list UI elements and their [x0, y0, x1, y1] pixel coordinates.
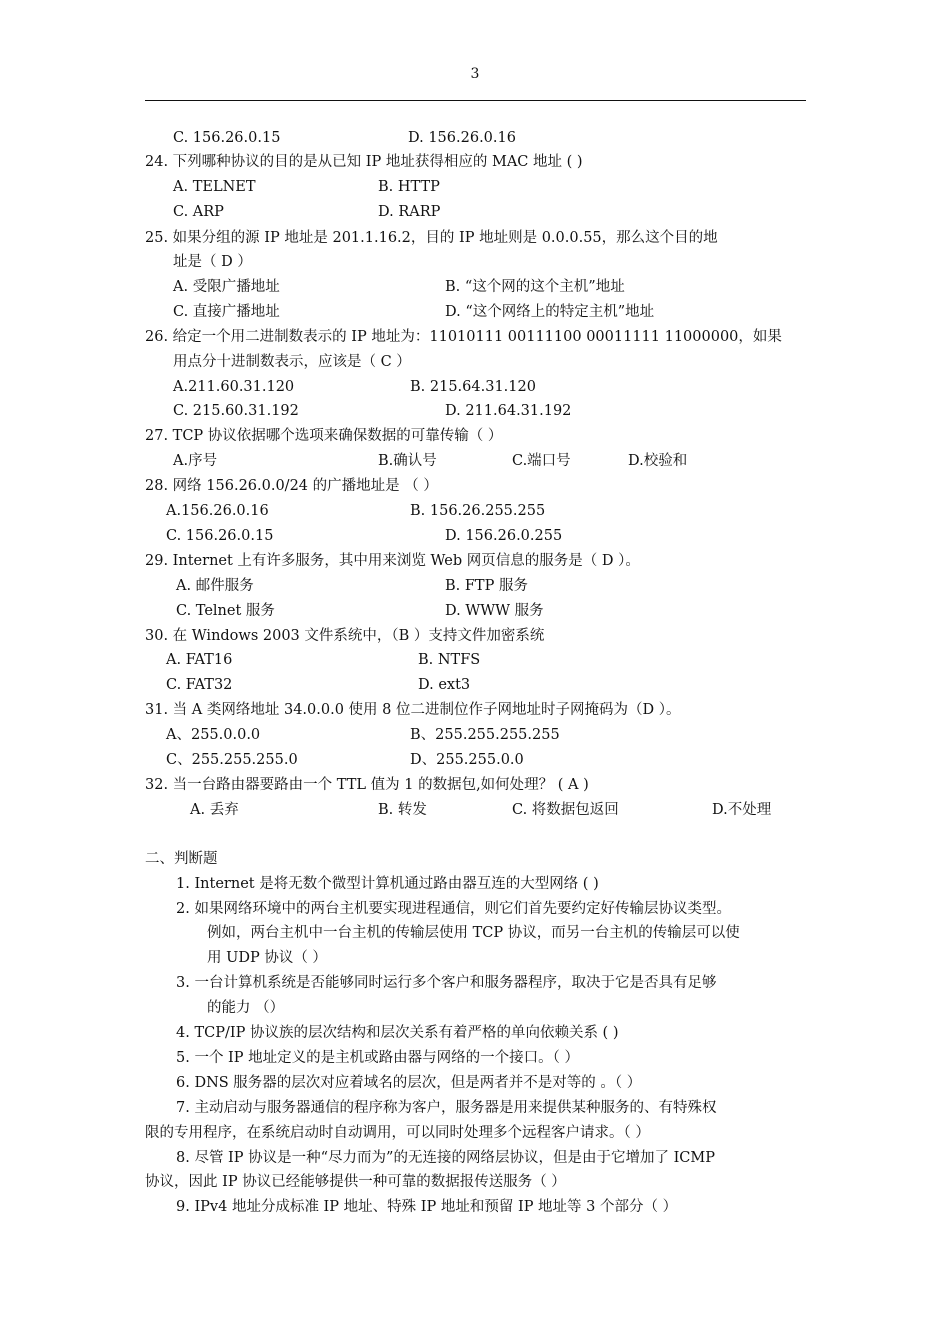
text-line: C. 直接广播地址 [173, 304, 280, 320]
text-line: 3. 一台计算机系统是否能够同时运行多个客户和服务器程序，取决于它是否具有足够 [176, 975, 717, 991]
text-line: A.156.26.0.16 [166, 503, 269, 519]
text-line: B.确认号 [378, 453, 437, 469]
text-line: D.不处理 [712, 802, 772, 818]
text-line: 30. 在 Windows 2003 文件系统中，（B ）支持文件加密系统 [145, 628, 545, 644]
text-line: C. Telnet 服务 [176, 603, 275, 619]
text-line: 1. Internet 是将无数个微型计算机通过路由器互连的大型网络 ( ) [176, 876, 599, 892]
text-line: B. 转发 [378, 802, 427, 818]
text-line: B. “这个网的这个主机”地址 [445, 279, 625, 295]
text-line: 25. 如果分组的源 IP 地址是 201.1.16.2，目的 IP 地址则是 0.0.0.55，那么这个目的地 [145, 230, 718, 246]
text-line: 的能力 （） [207, 1000, 285, 1016]
text-line: C. ARP [173, 204, 224, 220]
text-line: C. 156.26.0.15 [173, 130, 281, 146]
text-line: B. 156.26.255.255 [410, 503, 546, 519]
text-line: C.端口号 [512, 453, 571, 469]
text-line: D. 211.64.31.192 [445, 403, 572, 419]
text-line: 例如，两台主机中一台主机的传输层使用 TCP 协议，而另一台主机的传输层可以使 [207, 925, 740, 941]
text-line: 用 UDP 协议（ ） [207, 950, 327, 966]
text-line: C. 215.60.31.192 [173, 403, 299, 419]
text-line: D. ext3 [418, 677, 471, 693]
text-line: C. 156.26.0.15 [166, 528, 274, 544]
text-line: 协议，因此 IP 协议已经能够提供一种可靠的数据报传送服务（ ） [145, 1174, 566, 1190]
header-rule [145, 100, 806, 101]
text-line: 24. 下列哪种协议的目的是从已知 IP 地址获得相应的 MAC 地址 ( ) [145, 154, 583, 170]
text-line: B、255.255.255.255 [410, 727, 560, 743]
text-line: 二、判断题 [145, 851, 218, 867]
text-line: D. RARP [378, 204, 441, 220]
text-line: C、255.255.255.0 [166, 752, 298, 768]
text-line: 8. 尽管 IP 协议是一种“尽力而为”的无连接的网络层协议，但是由于它增加了 ICMP [176, 1150, 716, 1166]
text-line: 5. 一个 IP 地址定义的是主机或路由器与网络的一个接口。（ ） [176, 1050, 580, 1066]
page-number: 3 [470, 66, 480, 82]
text-line: 31. 当 A 类网络地址 34.0.0.0 使用 8 位二进制位作子网地址时子网掩码为（D ）。 [145, 702, 681, 718]
text-line: D. 156.26.0.16 [408, 130, 516, 146]
text-line: B. FTP 服务 [445, 578, 528, 594]
text-line: 28. 网络 156.26.0.0/24 的广播地址是 （ ） [145, 478, 438, 494]
text-line: D、255.255.0.0 [410, 752, 524, 768]
text-line: 7. 主动启动与服务器通信的程序称为客户，服务器是用来提供某种服务的、有特殊权 [176, 1100, 717, 1116]
text-line: A、255.0.0.0 [166, 727, 261, 743]
text-line: A. 邮件服务 [176, 578, 254, 594]
text-line: 限的专用程序，在系统启动时自动调用，可以同时处理多个远程客户请求。（ ） [145, 1125, 650, 1141]
text-line: 用点分十进制数表示，应该是（ C ） [173, 354, 411, 370]
text-line: A. 丢弃 [190, 802, 239, 818]
text-line: A.序号 [173, 453, 218, 469]
text-line: D. 156.26.0.255 [445, 528, 563, 544]
text-line: B. NTFS [418, 652, 481, 668]
text-line: D. “这个网络上的特定主机”地址 [445, 304, 655, 320]
text-line: 4. TCP/IP 协议族的层次结构和层次关系有着严格的单向依赖关系 ( ) [176, 1025, 619, 1041]
text-line: A. FAT16 [166, 652, 233, 668]
text-line: B. 215.64.31.120 [410, 379, 536, 395]
text-line: 2. 如果网络环境中的两台主机要实现进程通信，则它们首先要约定好传输层协议类型。 [176, 901, 731, 917]
text-line: 址是（ D ） [173, 254, 252, 270]
text-line: B. HTTP [378, 179, 440, 195]
text-line: A. 受限广播地址 [173, 279, 280, 295]
text-line: A.211.60.31.120 [173, 379, 295, 395]
text-line: 6. DNS 服务器的层次对应着域名的层次，但是两者并不是对等的 。（ ） [176, 1075, 642, 1091]
text-line: 26. 给定一个用二进制数表示的 IP 地址为：11010111 00111100 00011111 11000000，如果 [145, 329, 782, 345]
text-line: 32. 当一台路由器要路由一个 TTL 值为 1 的数据包,如何处理？ ( A ) [145, 777, 589, 793]
text-line: A. TELNET [173, 179, 256, 195]
text-line: C. 将数据包返回 [512, 802, 619, 818]
text-line: D.校验和 [628, 453, 688, 469]
text-line: 29. Internet 上有许多服务，其中用来浏览 Web 网页信息的服务是（ D ）。 [145, 553, 640, 569]
text-line: D. WWW 服务 [445, 603, 544, 619]
text-line: 27. TCP 协议依据哪个选项来确保数据的可靠传输（ ） [145, 428, 503, 444]
text-line: C. FAT32 [166, 677, 233, 693]
text-line: 9. IPv4 地址分成标准 IP 地址、特殊 IP 地址和预留 IP 地址等 3 个部分（ ） [176, 1199, 678, 1215]
